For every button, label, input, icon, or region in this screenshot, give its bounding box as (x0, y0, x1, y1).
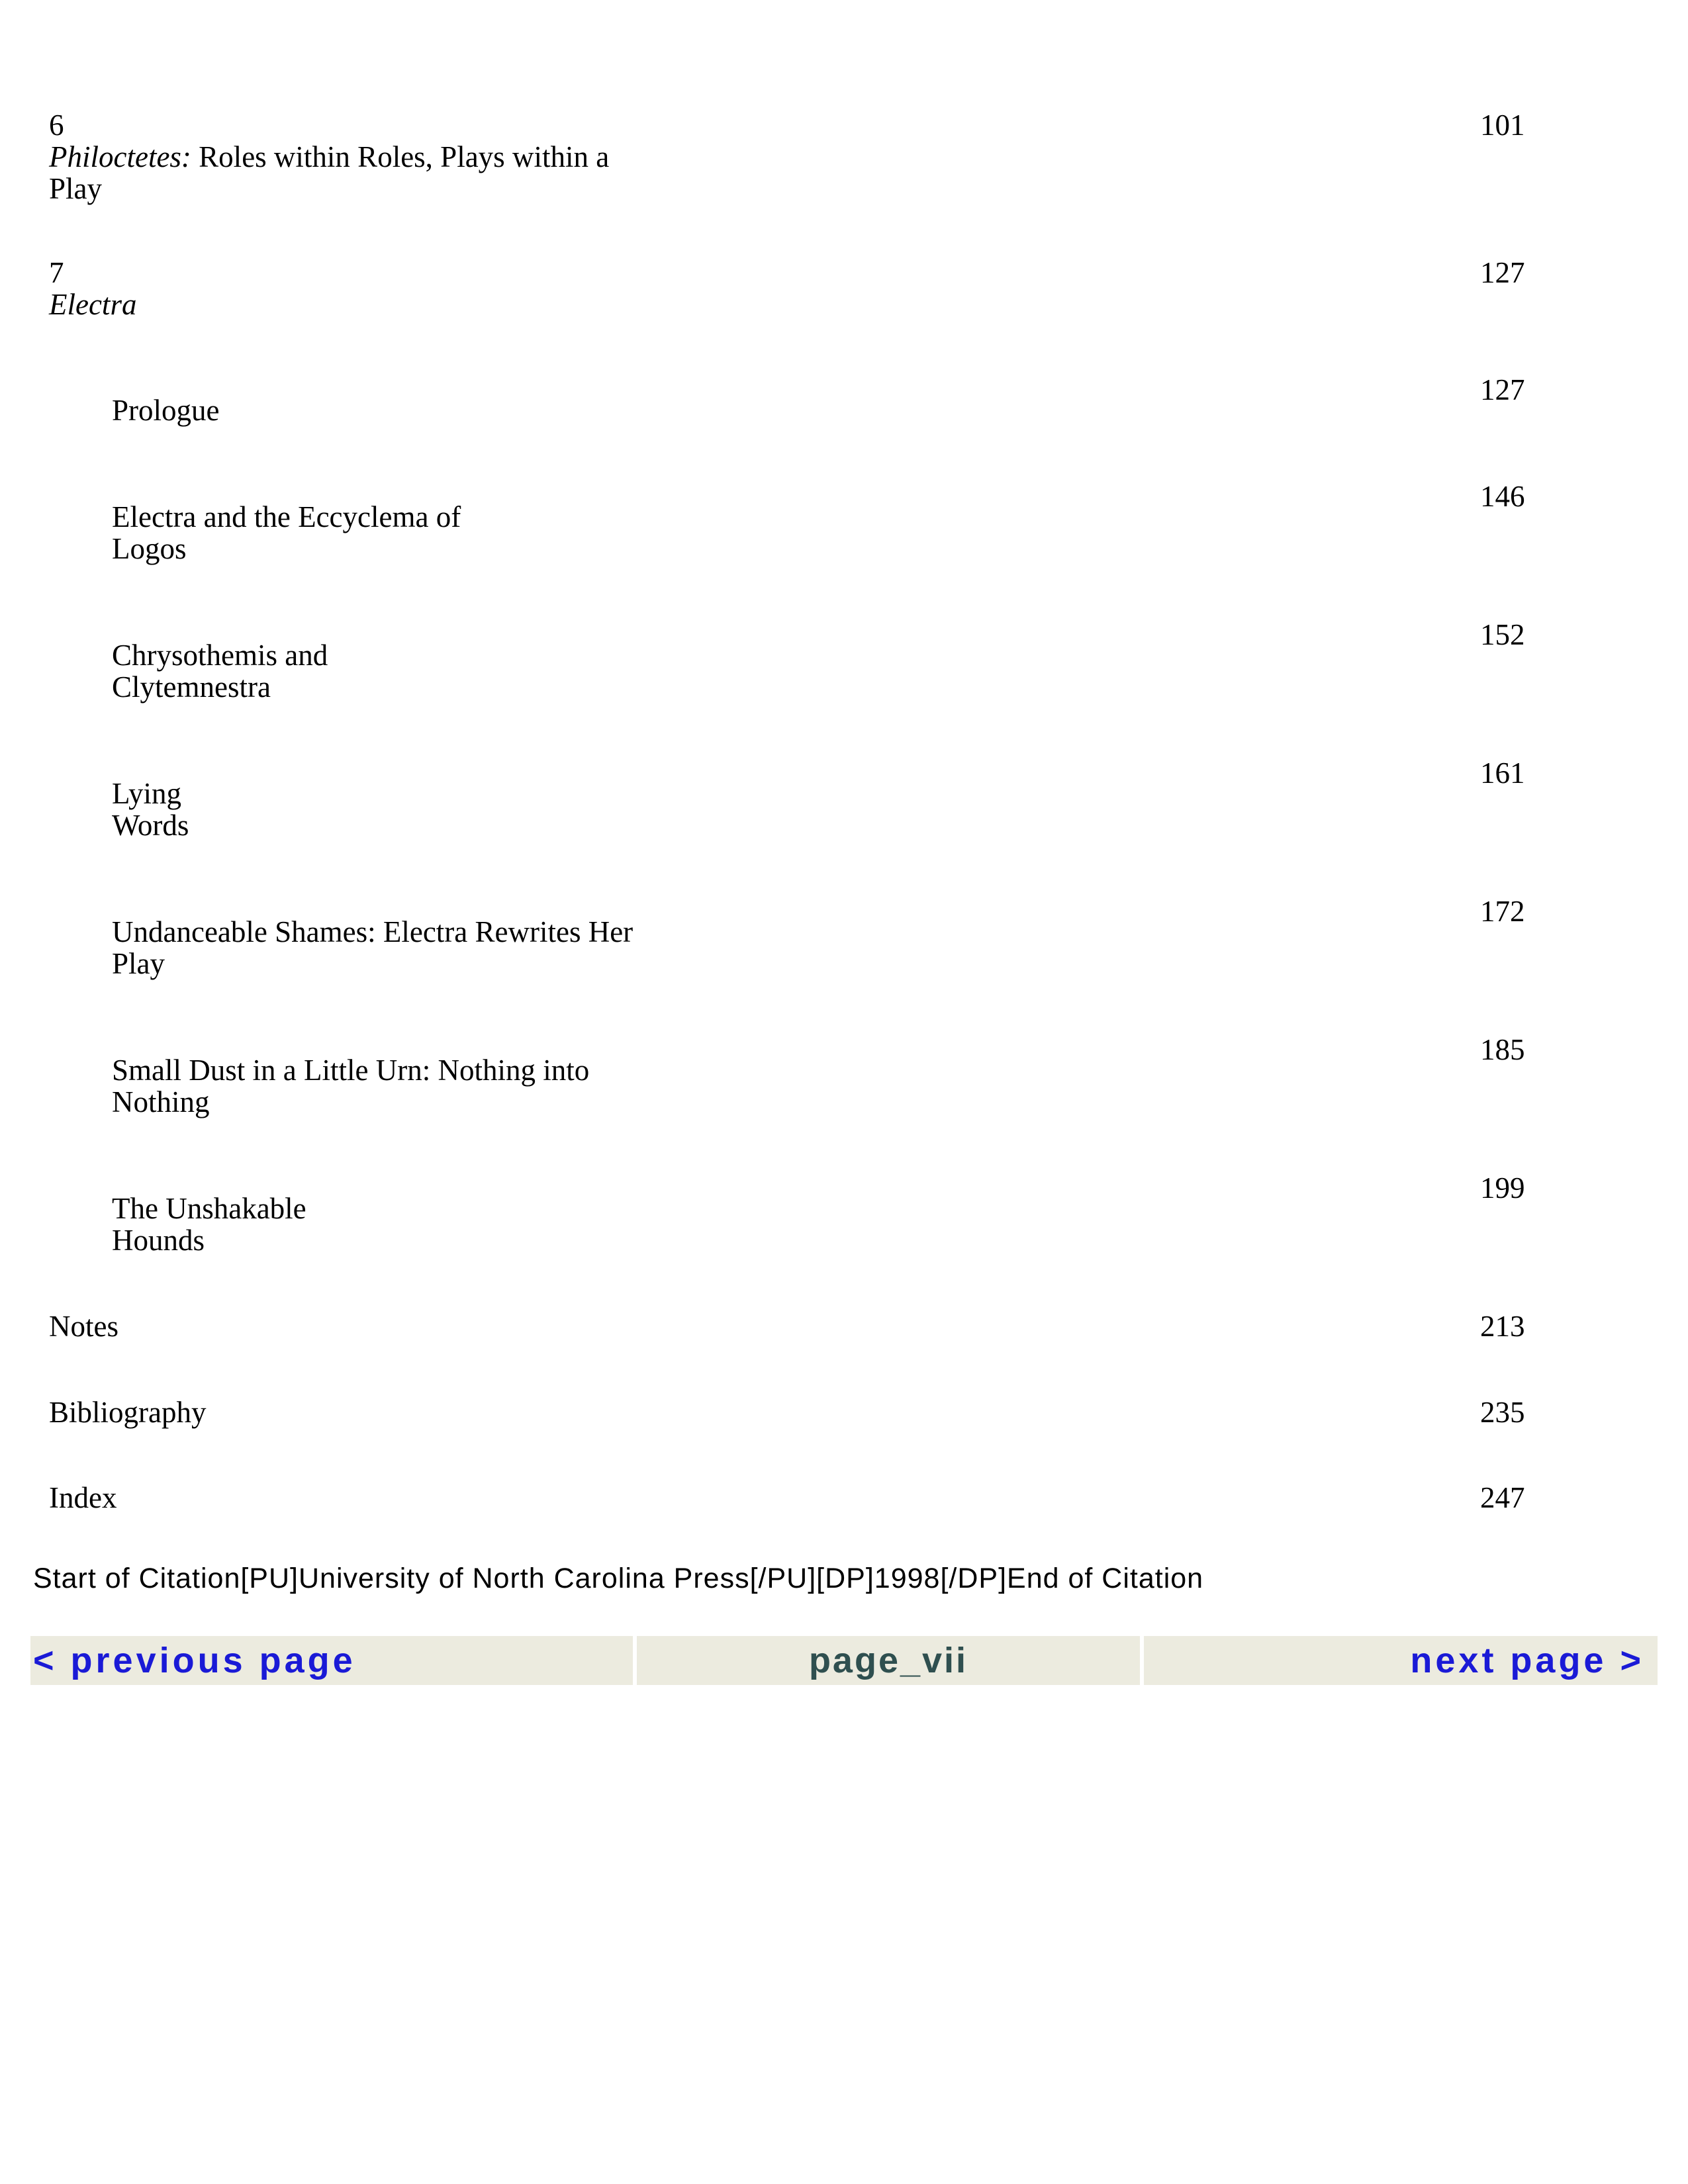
toc-section-title: The Unshakable Hounds (112, 1192, 306, 1257)
toc-page-number: 235 (1480, 1396, 1525, 1429)
toc-page-number: 127 (1480, 373, 1525, 406)
toc-page-number: 161 (1480, 756, 1525, 790)
toc-section-title: Undanceable Shames: Electra Rewrites Her Play (112, 915, 633, 980)
citation-text: Start of Citation[PU]University of North Carolina Press[/PU][DP]1998[/DP]End of Citation (33, 1563, 1204, 1594)
toc-page-number: 213 (1480, 1310, 1525, 1343)
toc-page-number: 247 (1480, 1481, 1525, 1514)
chapter-number: 6 (49, 109, 64, 142)
chapter-number: 7 (49, 256, 64, 289)
toc-page-number: 199 (1480, 1171, 1525, 1205)
toc-page-number: 172 (1480, 895, 1525, 928)
chapter-title: Roles within Roles, Plays within a (191, 140, 610, 173)
chapter-title-line2: Play (49, 172, 103, 205)
toc-section-title: Electra and the Eccyclema of Logos (112, 500, 461, 565)
toc-page-number: 127 (1480, 256, 1525, 289)
toc-section-title: Prologue (112, 394, 220, 427)
toc-chapter-7 (49, 257, 136, 320)
toc-section-title: Small Dust in a Little Urn: Nothing into Nothing (112, 1054, 590, 1118)
toc-page-number: 101 (1480, 109, 1525, 142)
next-page-link[interactable]: next page > (1144, 1636, 1658, 1685)
current-page-label: page_vii (637, 1636, 1140, 1685)
toc-section-title: Chrysothemis and Clytemnestra (112, 639, 328, 704)
toc-section-title: Lying Words (112, 777, 189, 842)
toc-page-number: 146 (1480, 480, 1525, 513)
toc-chapter-6 (49, 109, 609, 205)
chapter-title-italic: Philoctetes: (49, 140, 191, 173)
toc-page-number: 152 (1480, 618, 1525, 651)
chapter-title: Electra (49, 288, 137, 321)
toc-bibliography-title: Bibliography (49, 1396, 207, 1429)
toc-notes-title: Notes (49, 1310, 118, 1343)
toc-page-number: 185 (1480, 1033, 1525, 1066)
previous-page-link[interactable]: < previous page (30, 1636, 633, 1685)
toc-index-title: Index (49, 1481, 117, 1514)
